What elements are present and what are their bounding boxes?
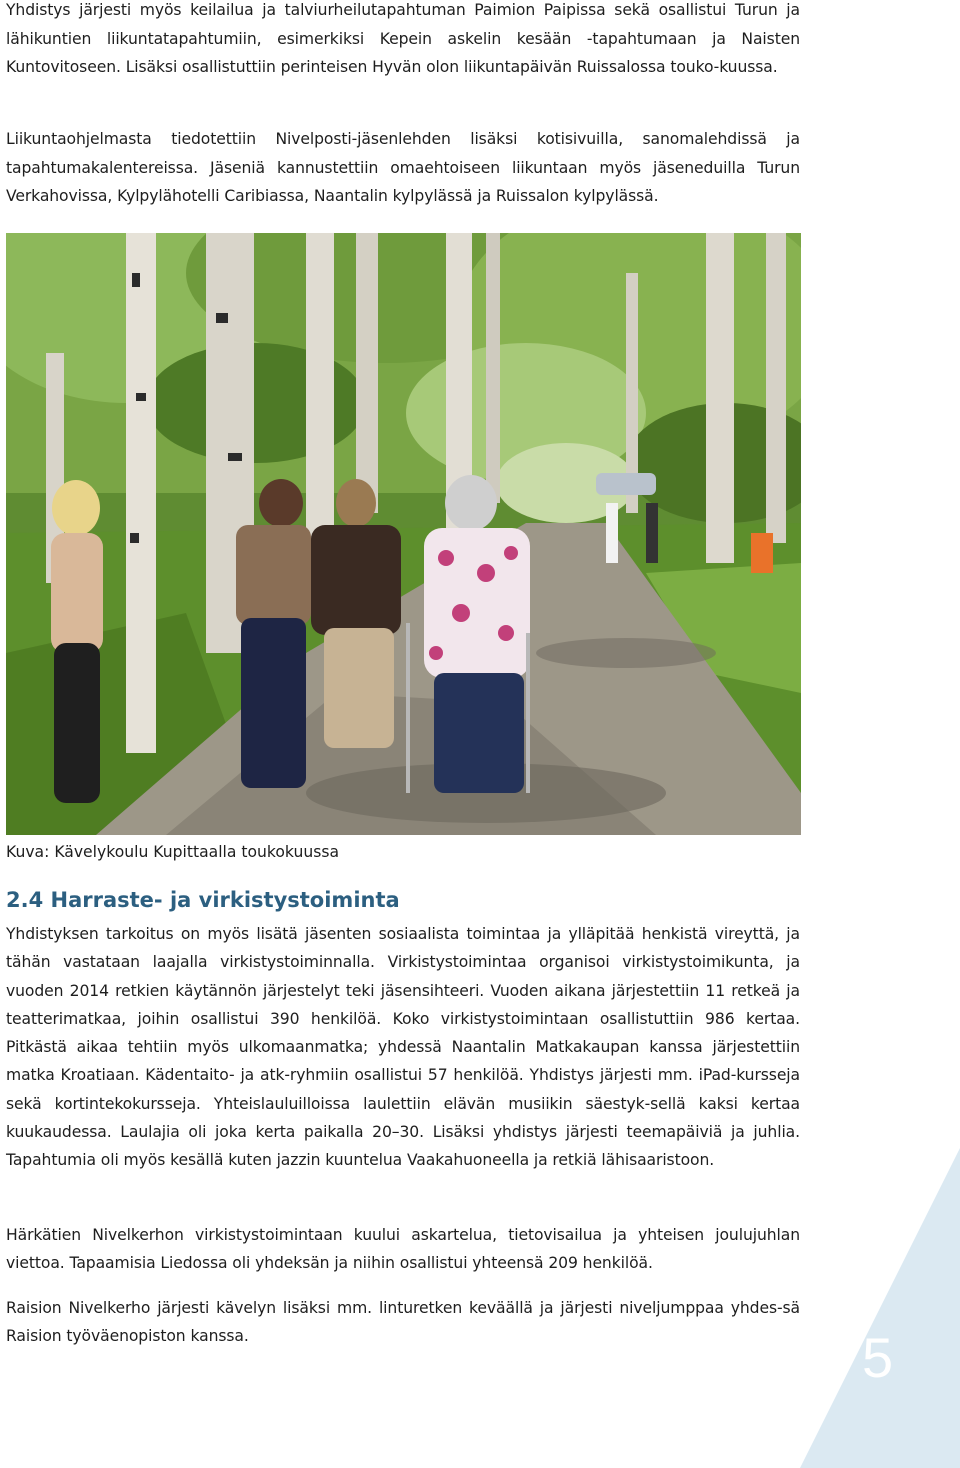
corner-decoration (800, 1148, 960, 1468)
section-number: 2.4 (6, 888, 44, 912)
section-paragraph-3: Raision Nivelkerho järjesti kävelyn lisäksi mm. linturetken keväällä ja järjesti niveljumppaa yhdes-sä Raision työväenopiston kanssa. (6, 1299, 800, 1346)
park-walking-photo (6, 233, 801, 835)
intro-paragraph-1: Yhdistys järjesti myös keilailua ja talviurheilutapahtuman Paimion Paipissa sekä osallistui Turun ja lähikuntien liikuntatapahtumiin, esimerkiksi Kepein askelin kesään -tapahtumaan ja Naisten Kuntovitoseen. Lisäksi osallistuttiin perinteisen Hyvän olon liikuntapäivän Ruissalossa touko-kuussa. (6, 1, 800, 76)
section-paragraph-1: Yhdistyksen tarkoitus on myös lisätä jäsenten sosiaalista toimintaa ja ylläpitää henkistä vireyttä, ja tähän vastataan laajalla virkistystoiminnalla. Virkistystoimintaa organisoi virkistystoimikunta, ja vuoden 2014 retkien käytännön järjestelyt teki jäsensihteeri. Vuoden aikana järjestettiin 11 retkeä ja teatterimatkaa, joihin osallistui 390 henkilöä. Koko virkistystoimintaan osallistuttiin 986 kertaa. Pitkästä aikaa tehtiin myös ulkomaanmatka; yhdessä Naantalin Matkakaupan kanssa järjestettiin matka Kroatiaan. Kädentaito- ja atk-ryhmiin osallistui 57 henkilöä. Yhdistys järjesti mm. iPad-kursseja sekä kortintekokursseja. Yhteislauluilloissa laulettiin elävän musiikin säestyk-sellä kaksi kertaa kuukaudessa. Laulajia oli joka kerta paikalla 20–30. Lisäksi yhdistys järjesti teemapäiviä ja juhlia. Tapahtumia oli myös kesällä kuten jazzin kuuntelua Vaakahuoneella ja retkiä lähisaaristoon. (6, 925, 800, 1170)
intro-paragraph-2: Liikuntaohjelmasta tiedotettiin Nivelposti-jäsenlehden lisäksi kotisivuilla, sanomalehdissä ja tapahtumakalentereissa. Jäseniä kannustettiin omaehtoiseen liikuntaan myös jäseneduilla Turun Verkahovissa, Kylpylähotelli Caribiassa, Naantalin kylpylässä ja Ruissalon kylpylässä. (6, 130, 800, 205)
section-heading (6, 884, 400, 916)
page-number: 5 (862, 1326, 894, 1389)
section-paragraph-2: Härkätien Nivelkerhon virkistystoimintaan kuului askartelua, tietovisailua ja yhteisen joulujuhlan viettoa. Tapaamisia Liedossa oli yhdeksän ja niihin osallistui yhteensä 209 henkilöä. (6, 1226, 800, 1273)
photo-caption: Kuva: Kävelykoulu Kupittaalla toukokuussa (6, 843, 340, 861)
section-title: Harraste- ja virkistystoiminta (50, 888, 400, 912)
